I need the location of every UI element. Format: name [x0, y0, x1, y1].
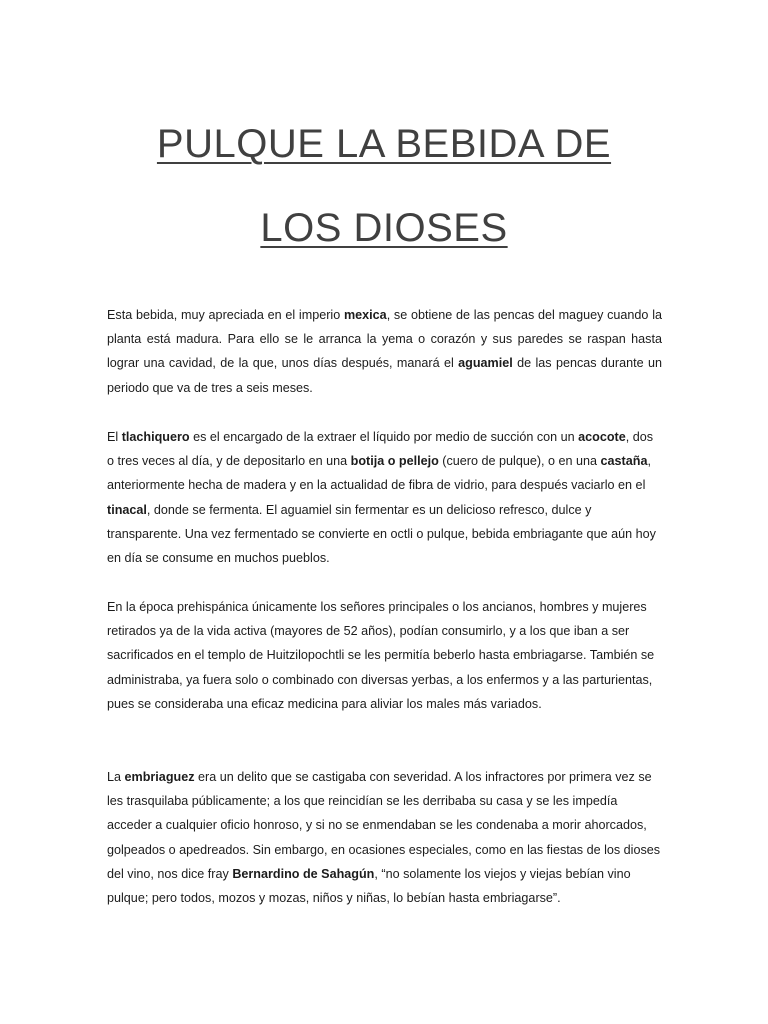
bold-term: tlachiquero — [121, 430, 190, 444]
document-title-line-2: LOS DIOSES — [260, 206, 508, 250]
document-title-line-1: PULQUE LA BEBIDA DE — [156, 122, 612, 166]
paragraph-text: En la época prehispánica únicamente los señores principales o los ancianos, hombres y mujeres retirados ya de la vida activa (mayores de 52 años), podían consumirlo, y a los que iban a ser sacrificados en el templo de Huitzilopochtli se les permitía beberlo hasta embriagarse. También se administraba, ya fuera solo o combinado con diversas yerbas, a los enfermos y a las parturientas, pues se consideraba una eficaz medicina para aliviar los males más variados. — [107, 600, 655, 711]
bold-term: botija o pellejo — [350, 454, 439, 469]
paragraph-text: , se obtiene de las pencas del maguey cuando la planta está madura. Para ello se le arranca la yema o corazón y sus paredes se raspan hasta lograr una cavidad, de la que, unos días después, manará el — [107, 308, 662, 371]
bold-term: castaña — [600, 454, 648, 469]
paragraph-text: de las pencas durante un periodo que va de tres a seis meses. — [107, 356, 662, 395]
paragraph-text: , anteriormente hecha de madera y en la actualidad de fibra de vidrio, para después vaciarlo en el — [107, 454, 651, 493]
paragraph-text: Esta bebida, muy apreciada en el imperio — [107, 308, 344, 322]
paragraph-2 — [107, 425, 662, 570]
paragraph-text: La — [107, 770, 125, 784]
paragraph-3 — [107, 595, 662, 716]
bold-term: Bernardino de Sahagún — [232, 866, 375, 881]
paragraph-text: , “no solamente los viejos y viejas bebían vino pulque; pero todos, mozos y mozas, niños y niñas, lo bebían hasta embriagarse”. — [107, 866, 631, 906]
bold-term: aguamiel — [458, 356, 513, 371]
paragraph-text: , dos o tres veces al día, y de depositarlo en una — [107, 430, 654, 469]
paragraph-4 — [107, 765, 662, 910]
bold-term: tinacal — [107, 502, 147, 517]
paragraph-text: era un delito que se castigaba con severidad. A los infractores por primera vez se les trasquilaba públicamente; a los que reincidían se les derribaba su casa y se les impedía acceder a cualquier oficio honroso, y si no se enmendaban se les condenaba a morir ahorcados, golpeados o apedreados. Sin embargo, en ocasiones especiales, como en las fiestas de los dioses del vino, nos dice fray — [107, 770, 661, 881]
paragraph-text: , donde se fermenta. El aguamiel sin fermentar es un delicioso refresco, dulce y transparente. Una vez fermentado se convierte en octli o pulque, bebida embriagante que aún hoy en día se consume en muchos pueblos. — [107, 502, 656, 566]
bold-term: mexica — [343, 308, 387, 322]
paragraph-text: es el encargado de la extraer el líquido por medio de succión con un — [189, 430, 579, 444]
bold-term: acocote — [578, 430, 626, 444]
paragraph-text: (cuero de pulque), o en una — [438, 454, 601, 469]
paragraph-text: El — [107, 430, 122, 444]
paragraph-1 — [107, 303, 662, 400]
bold-term: embriaguez — [124, 770, 195, 784]
